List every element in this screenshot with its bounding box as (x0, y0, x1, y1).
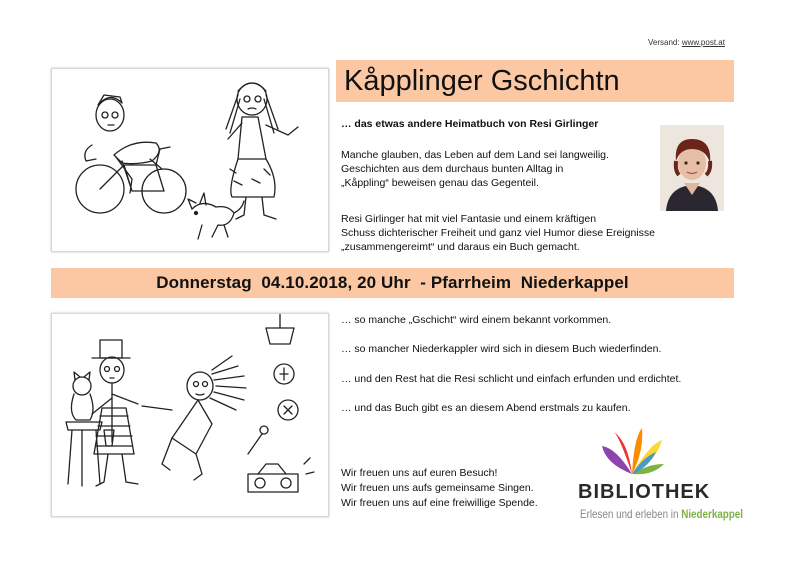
sketch-dancing-couple-illustration (51, 313, 329, 517)
closing-block (341, 466, 538, 511)
text-line: Geschichten aus dem durchaus bunten Alltag in (341, 163, 564, 175)
bullet-line-1: … so manche „Gschicht“ wird einem bekannt vorkommen. (341, 314, 612, 326)
closing-line: Wir freuen uns auf eine freiwillige Spende. (341, 497, 538, 509)
logo-wordmark: BIBLIOTHEK (578, 481, 711, 503)
intro-paragraph-1 (341, 148, 661, 190)
closing-line: Wir freuen uns auf euren Besuch! (341, 467, 498, 479)
sketch-cyclist-illustration (51, 68, 329, 252)
bibliothek-logo (578, 428, 748, 528)
text-line: Resi Girlinger hat mit viel Fantasie und einem kräftigen (341, 213, 597, 225)
text-line: „zusammengereimt“ und daraus ein Buch gemacht. (341, 241, 580, 253)
versand-link[interactable]: www.post.at (681, 38, 725, 47)
versand-label: Versand: (648, 38, 680, 47)
butterfly-logo-icon (598, 428, 668, 480)
event-text: Donnerstag 04.10.2018, 20 Uhr - Pfarrheim Niederkappel (156, 273, 629, 292)
closing-line: Wir freuen uns aufs gemeinsame Singen. (341, 482, 534, 494)
text-line: Schuss dichterischer Freiheit und ganz viel Humor diese Ereignisse (341, 227, 655, 239)
bullet-line-4: … und das Buch gibt es an diesem Abend erstmals zu kaufen. (341, 402, 631, 414)
text-line: „Kåppling“ beweisen genau das Gegenteil. (341, 177, 539, 189)
versand-line (648, 38, 725, 47)
bullet-line-3: … und den Rest hat die Resi schlicht und einfach erfunden und erdichtet. (341, 373, 682, 385)
subtitle: … das etwas andere Heimatbuch von Resi Girlinger (341, 118, 599, 130)
event-band (51, 268, 734, 298)
logo-tagline (580, 507, 743, 521)
logo-tagline-b: Niederkappel (681, 507, 744, 521)
page-title: Kåpplinger Gschichtn (344, 64, 620, 97)
title-band (336, 60, 734, 102)
intro-paragraph-2 (341, 212, 671, 254)
text-line: Manche glauben, das Leben auf dem Land sei langweilig. (341, 149, 609, 161)
bullet-line-2: … so mancher Niederkappler wird sich in diesem Buch wiederfinden. (341, 343, 662, 355)
author-portrait (660, 125, 724, 211)
logo-tagline-a: Erlesen und erleben in (580, 507, 679, 521)
